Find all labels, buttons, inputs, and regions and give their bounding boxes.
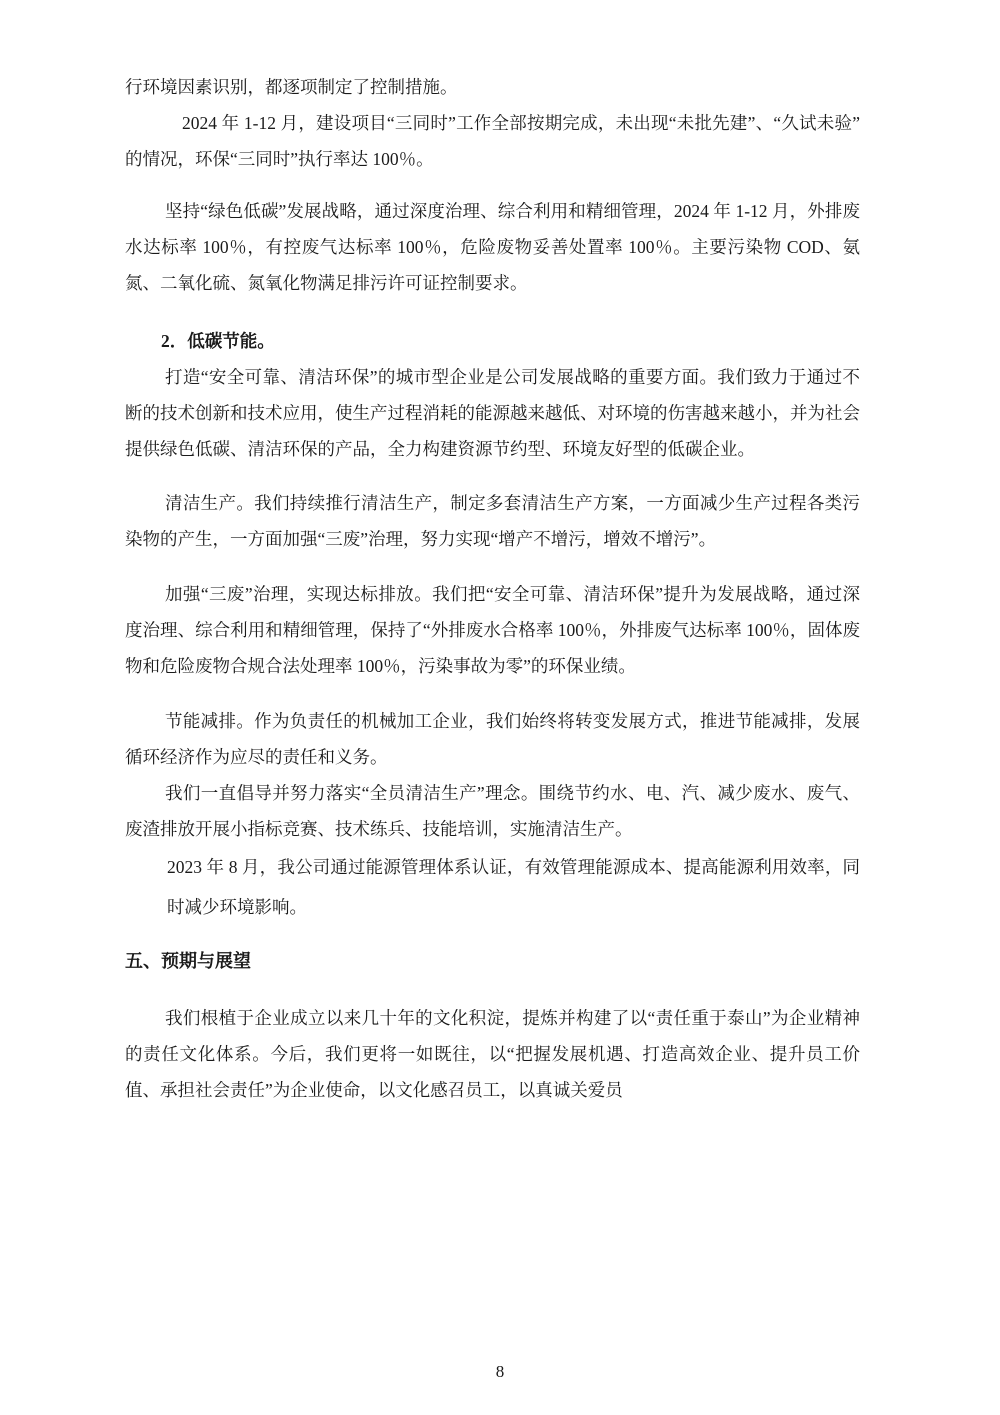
page-footer <box>0 1362 1000 1382</box>
paragraph-all-staff-clean-production: 我们一直倡导并努力落实“全员清洁生产”理念。围绕节约水、电、汽、减少废水、废气、废渣排放开展小指标竞赛、技术练兵、技能培训，实施清洁生产。 <box>125 783 860 839</box>
heading-low-carbon-energy-saving: 2．低碳节能。 <box>161 331 275 351</box>
paragraph-green-low-carbon-strategy: 坚持“绿色低碳”发展战略，通过深度治理、综合利用和精细管理，2024 年 1-12 月，外排废水达标率 100％，有控废气达标率 100％，危险废物妥善处置率 100％。主要污染物 COD、氨氮、二氧化硫、氮氧化物满足排污许可证控制要求。 <box>125 201 860 293</box>
paragraph-energy-saving-emission-reduction: 节能减排。作为负责任的机械加工企业，我们始终将转变发展方式，推进节能减排，发展循环经济作为应尽的责任和义务。 <box>125 711 860 767</box>
paragraph-clean-production: 清洁生产。我们持续推行清洁生产，制定多套清洁生产方案，一方面减少生产过程各类污染物的产生，一方面加强“三废”治理，努力实现“增产不增污，增效不增污”。 <box>125 493 860 549</box>
page-number: 8 <box>495 1362 505 1381</box>
paragraph-energy-management-certification: 2023 年 8 月，我公司通过能源管理体系认证，有效管理能源成本、提高能源利用效率，同时减少环境影响。 <box>167 857 860 917</box>
paragraph-three-wastes-treatment: 加强“三废”治理，实现达标排放。我们把“安全可靠、清洁环保”提升为发展战略，通过深度治理、综合利用和精细管理，保持了“外排废水合格率 100％，外排废气达标率 100％，固体废物和危险废物合规合法处理率 100％，污染事故为零”的环保业绩。 <box>125 584 860 676</box>
paragraph-three-simultaneous-completion: 2024 年 1-12 月，建设项目“三同时”工作全部按期完成，未出现“未批先建”、“久试未验”的情况，环保“三同时”执行率达 100％。 <box>125 113 860 169</box>
paragraph-env-factor-controls: 行环境因素识别，都逐项制定了控制措施。 <box>125 77 458 97</box>
paragraph-corporate-culture-mission: 我们根植于企业成立以来几十年的文化积淀，提炼并构建了以“责任重于泰山”为企业精神的责任文化体系。今后，我们更将一如既往，以“把握发展机遇、打造高效企业、提升员工价值、承担社会责任”为企业使命，以文化感召员工，以真诚关爱员 <box>125 1008 860 1100</box>
paragraph-city-enterprise-vision: 打造“安全可靠、清洁环保”的城市型企业是公司发展战略的重要方面。我们致力于通过不断的技术创新和技术应用，使生产过程消耗的能源越来越低、对环境的伤害越来越小，并为社会提供绿色低碳、清洁环保的产品，全力构建资源节约型、环境友好型的低碳企业。 <box>125 367 860 459</box>
heading-expectation-outlook: 五、预期与展望 <box>125 951 251 971</box>
